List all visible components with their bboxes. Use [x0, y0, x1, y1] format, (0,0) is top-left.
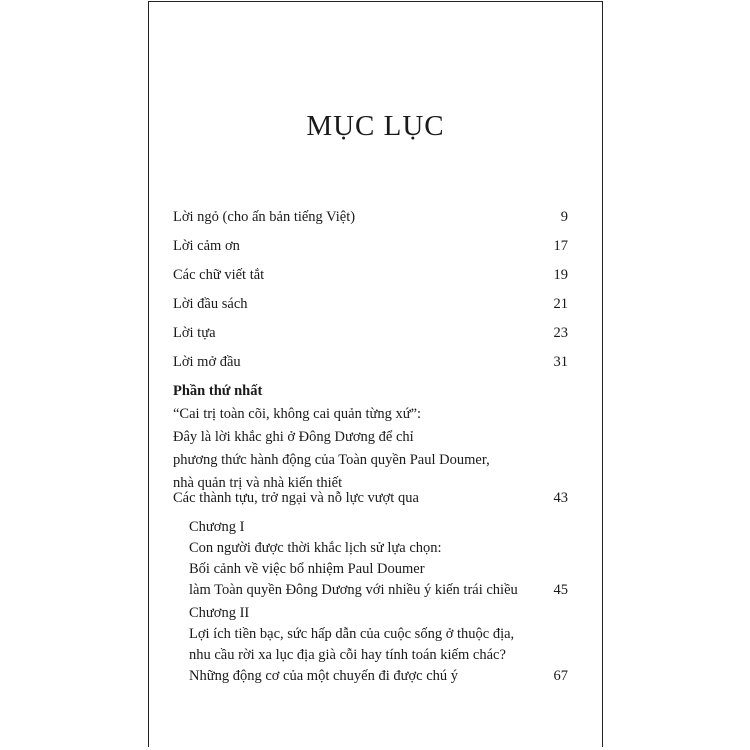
chapter-heading: Chương II [189, 605, 250, 621]
toc-entry-label: Lời ngỏ (cho ấn bản tiếng Việt) [173, 209, 356, 225]
toc-entry-label: Lời tựa [173, 325, 216, 341]
chapter-title-line: Lợi ích tiền bạc, sức hấp dẫn của cuộc sống ở thuộc địa, [189, 626, 515, 642]
chapter-title-line: Những động cơ của một chuyến đi được chú ý [189, 668, 459, 684]
part-subtitle-line: phương thức hành động của Toàn quyền Paul Doumer, [173, 452, 490, 468]
chapter-title-line: nhu cầu rời xa lục địa già cỗi hay tính toán kiếm chác? [189, 647, 506, 663]
section-page: 43 [553, 490, 568, 506]
chapter-page: 45 [553, 582, 568, 598]
section-label: Các thành tựu, trở ngại và nỗ lực vượt qua [173, 490, 419, 506]
toc-entry-page: 21 [553, 296, 568, 312]
toc-entry-page: 31 [553, 354, 568, 370]
toc-entry-page: 17 [553, 238, 568, 254]
toc-entry-label: Lời cảm ơn [173, 238, 240, 254]
chapter-page: 67 [553, 668, 568, 684]
toc-entry-label: Lời mở đầu [173, 354, 241, 370]
toc-entry-label: Các chữ viết tắt [173, 267, 265, 283]
toc-entry-label: Lời đầu sách [173, 296, 248, 312]
toc-entry-page: 19 [553, 267, 568, 283]
chapter-heading: Chương I [189, 519, 245, 535]
part-subtitle-line: “Cai trị toàn cõi, không cai quản từng xứ”: [173, 406, 422, 422]
book-page [148, 1, 603, 747]
part-subtitle-line: Đây là lời khắc ghi ở Đông Dương để chỉ [173, 429, 414, 445]
chapter-one-block [189, 517, 568, 601]
chapter-title-line: Bối cảnh về việc bổ nhiệm Paul Doumer [189, 561, 425, 577]
part-heading: Phần thứ nhất [173, 383, 263, 399]
toc-entry-page: 9 [560, 209, 568, 225]
page-title: MỤC LỤC [306, 110, 445, 142]
part-one-block [173, 380, 568, 495]
chapter-title-line: Con người được thời khắc lịch sử lựa chọn: [189, 540, 442, 556]
chapter-title-line: làm Toàn quyền Đông Dương với nhiều ý kiến trái chiều [189, 582, 518, 598]
chapter-two-block [189, 603, 568, 687]
toc-entry-page: 23 [553, 325, 568, 341]
part-subtitle-line: nhà quản trị và nhà kiến thiết [173, 475, 343, 491]
